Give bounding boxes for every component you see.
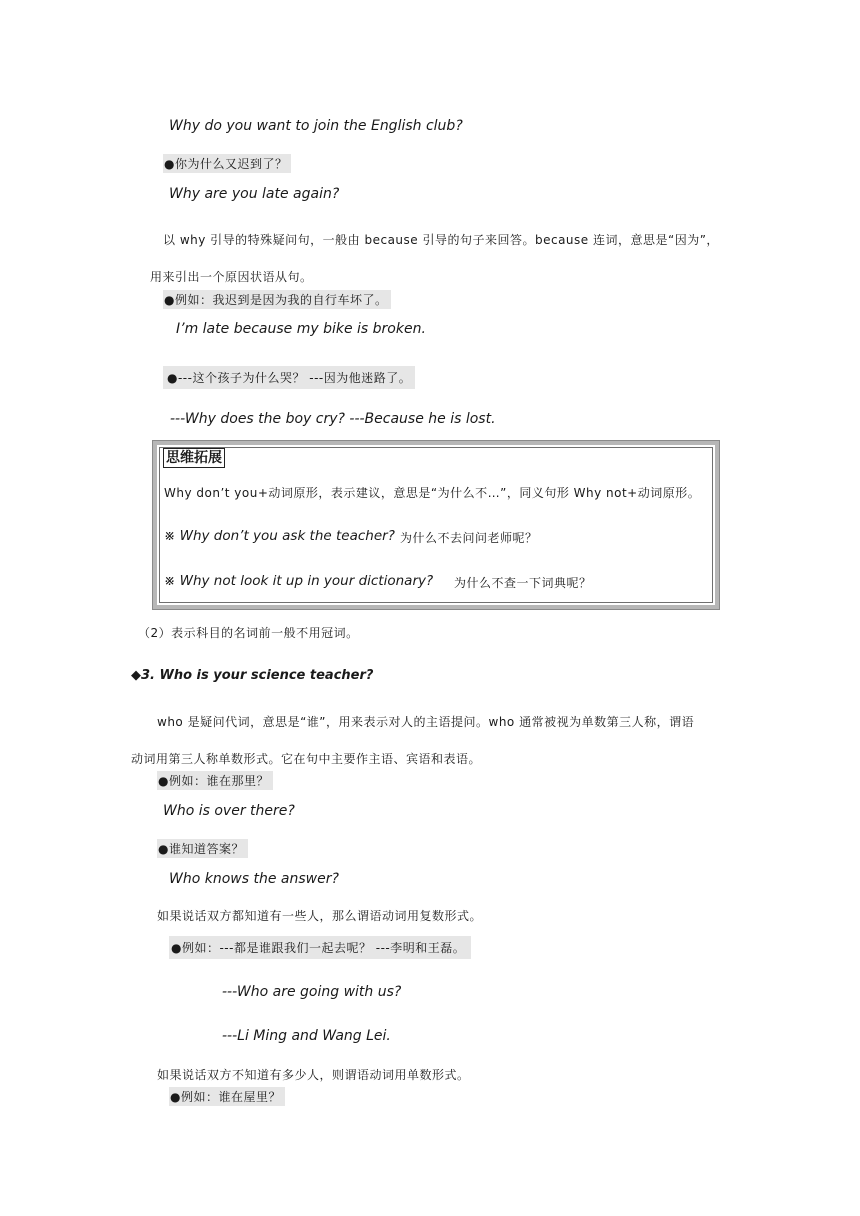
example-over-there-en: Who is over there?: [163, 803, 295, 819]
example-going-en-2: ---Li Ming and Wang Lei.: [222, 1028, 391, 1044]
example-answer-en: Who knows the answer?: [169, 871, 339, 887]
extension-box-title: 思维拓展: [163, 448, 225, 468]
example-going-en-1: ---Who are going with us?: [222, 984, 402, 1000]
example-answer-cn: ●谁知道答案？: [157, 839, 248, 858]
example-room-cn: ●例如：谁在屋里？: [169, 1087, 285, 1106]
who-explanation-line1: who 是疑问代词，意思是“谁”，用来表示对人的主语提问。who 通常被视为单数第三人称，谓语: [157, 715, 695, 729]
example-late-cn: ●你为什么又迟到了？: [163, 154, 291, 173]
example-over-there-cn: ●例如：谁在那里？: [157, 771, 273, 790]
example-english-club: Why do you want to join the English club?: [169, 118, 463, 134]
example-going-cn: ●例如：---都是谁跟我们一起去呢？ ---李明和王磊。: [169, 936, 471, 959]
plural-rule: 如果说话双方都知道有一些人，那么谓语动词用复数形式。: [157, 909, 483, 923]
example-bike-en: I’m late because my bike is broken.: [176, 321, 426, 337]
who-explanation-line2: 动词用第三人称单数形式。它在句中主要作主语、宾语和表语。: [131, 752, 482, 766]
extension-example-2-en: ※ Why not look it up in your dictionary?: [164, 573, 434, 589]
example-cry-cn: ●---这个孩子为什么哭？ ---因为他迷路了。: [163, 366, 415, 389]
section-heading: ◆3. Who is your science teacher?: [131, 668, 374, 683]
explanation-why-line2: 用来引出一个原因状语从句。: [150, 270, 313, 284]
note-subject-article: （2）表示科目的名词前一般不用冠词。: [138, 626, 359, 640]
extension-example-1-en: ※ Why don’t you ask the teacher?: [164, 528, 395, 544]
example-late-en: Why are you late again?: [169, 186, 340, 202]
extension-example-1-cn: 为什么不去问问老师呢？: [400, 531, 538, 545]
example-bike-cn: ●例如：我迟到是因为我的自行车坏了。: [163, 290, 391, 309]
explanation-why-line1: 以 why 引导的特殊疑问句，一般由 because 引导的句子来回答。because 连词，意思是“因为”，: [163, 233, 719, 247]
extension-example-2-cn: 为什么不查一下词典呢？: [454, 576, 592, 590]
example-cry-en: ---Why does the boy cry? ---Because he is lost.: [170, 411, 496, 427]
extension-rule: Why don’t you+动词原形，表示建议，意思是“为什么不…”，同义句形 Why not+动词原形。: [164, 486, 701, 500]
singular-rule: 如果说话双方不知道有多少人，则谓语动词用单数形式。: [157, 1068, 470, 1082]
